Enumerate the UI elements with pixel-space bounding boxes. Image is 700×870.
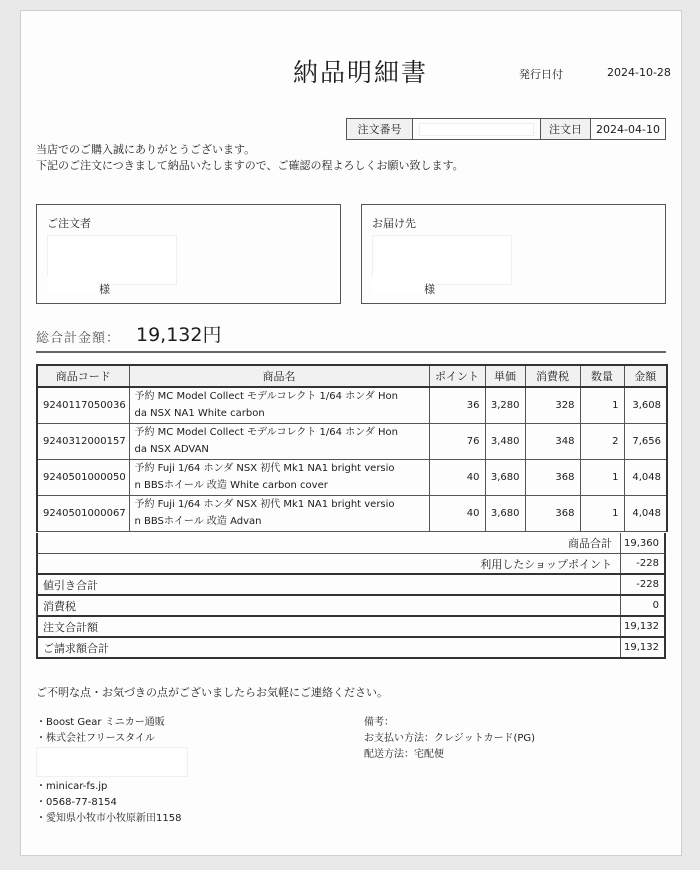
item-qty: 2 [580,423,624,459]
item-tax: 368 [525,495,580,531]
item-unit-price: 3,680 [485,459,525,495]
issue-date: 2024-10-28 [607,66,671,79]
item-name-line-2: da NSX ADVAN [134,444,209,455]
issue-date-label: 発行日付 [519,68,563,81]
item-name-line-2: n BBSホイール 改造 White carbon cover [134,480,328,491]
order-date: 2024-04-10 [596,122,660,136]
item-points: 36 [429,387,485,423]
points-used-value: -228 [636,558,659,569]
item-qty: 1 [580,459,624,495]
recipient-label: お届け先 [372,217,416,230]
item-name-line-1: 予約 MC Model Collect モデルコレクト 1/64 ホンダ Hon [134,427,398,438]
recipient-box [361,204,666,304]
greeting-line-1: 当店でのご購入誠にありがとうございます。 [36,143,256,156]
remarks [364,715,535,763]
item-name-line-1: 予約 Fuji 1/64 ホンダ NSX 初代 Mk1 NA1 bright versio [134,499,395,510]
shop-redaction [36,747,188,777]
billing-total-value: 19,132 [624,642,659,653]
discount-row [36,575,666,596]
item-code: 9240117050036 [37,387,129,423]
item-qty: 1 [580,387,624,423]
remarks-label: 備考： [364,717,394,728]
header-tax: 消費税 [525,365,580,387]
item-points: 76 [429,423,485,459]
shop-address: ・愛知県小牧市小牧原新田1158 [36,813,182,824]
header-points: ポイント [429,365,485,387]
order-total-row [36,617,666,638]
discount-value: -228 [636,579,659,590]
contact-notice: ご不明な点・お気づきの点がございましたらお気軽にご連絡ください。 [36,686,388,699]
grand-total-rule [36,351,666,353]
item-points: 40 [429,495,485,531]
item-unit-price: 3,280 [485,387,525,423]
order-total-label: 注文合計額 [38,617,621,636]
items-header-row [37,365,667,387]
item-amount: 4,048 [624,495,667,531]
item-unit-price: 3,480 [485,423,525,459]
table-row [37,423,667,459]
goods-total-value: 19,360 [624,537,659,549]
shipping-method: 配送方法：宅配便 [364,749,444,760]
item-name [129,423,429,459]
goods-total-label: 商品合計 [38,533,621,553]
shop-contact [36,779,181,827]
customer-name-redaction-2 [47,277,99,293]
total-rows [36,575,666,659]
item-code: 9240501000050 [37,459,129,495]
tax-row [36,596,666,617]
shop-info [36,715,165,747]
item-tax: 328 [525,387,580,423]
tax-value: 0 [652,600,659,611]
shop-name-line: ・Boost Gear ミニカー通販 [36,717,165,728]
order-total-value: 19,132 [624,621,659,632]
tax-label: 消費税 [38,596,621,615]
item-tax: 348 [525,423,580,459]
delivery-slip-sheet [20,10,682,856]
grand-total-value: 19,132円 [136,324,222,346]
table-row [37,387,667,423]
item-points: 40 [429,459,485,495]
grand-total-label: 総合計金額： [36,331,121,346]
item-amount: 7,656 [624,423,667,459]
item-name-line-1: 予約 Fuji 1/64 ホンダ NSX 初代 Mk1 NA1 bright versio [134,463,395,474]
points-used-row [36,554,666,575]
shop-website[interactable]: ・minicar-fs.jp [36,781,108,792]
order-number-label: 注文番号 [347,119,413,139]
goods-total-row [36,533,666,554]
discount-label: 値引き合計 [38,575,621,594]
item-name [129,387,429,423]
recipient-honorific: 様 [424,283,435,296]
order-number-redaction [419,123,534,136]
customer-honorific: 様 [99,283,110,296]
header-amount: 金額 [624,365,667,387]
table-row [37,459,667,495]
greeting-line-2: 下記のご注文につきまして納品いたしますので、ご確認の程よろしくお願い致します。 [36,159,464,172]
order-date-label: 注文日 [541,119,591,139]
header-name: 商品名 [129,365,429,387]
billing-total-row [36,638,666,659]
shop-phone: ・0568-77-8154 [36,797,117,808]
subtotal-rows [36,533,666,575]
item-name-line-2: n BBSホイール 改造 Advan [134,516,262,527]
item-amount: 4,048 [624,459,667,495]
recipient-name-redaction-2 [372,277,424,293]
item-code: 9240501000067 [37,495,129,531]
items-table [36,364,668,532]
item-name-line-1: 予約 MC Model Collect モデルコレクト 1/64 ホンダ Hon [134,391,398,403]
header-qty: 数量 [580,365,624,387]
order-info-box [346,118,666,140]
points-used-label: 利用したショップポイント [38,554,621,573]
customer-box [36,204,341,304]
order-number-cell [413,119,541,139]
item-unit-price: 3,680 [485,495,525,531]
item-name-line-2: da NSX NA1 White carbon [134,408,265,420]
header-unit-price: 単価 [485,365,525,387]
item-amount: 3,608 [624,387,667,423]
item-name [129,495,429,531]
customer-label: ご注文者 [47,217,91,230]
item-name [129,459,429,495]
item-code: 9240312000157 [37,423,129,459]
billing-total-label: ご請求額合計 [38,638,621,657]
table-row [37,495,667,531]
item-qty: 1 [580,495,624,531]
item-tax: 368 [525,459,580,495]
company-name-line: ・株式会社フリースタイル [36,733,155,744]
payment-method: お支払い方法：クレジットカード(PG) [364,733,536,744]
header-code: 商品コード [37,365,129,387]
document-title: 納品明細書 [293,58,429,87]
